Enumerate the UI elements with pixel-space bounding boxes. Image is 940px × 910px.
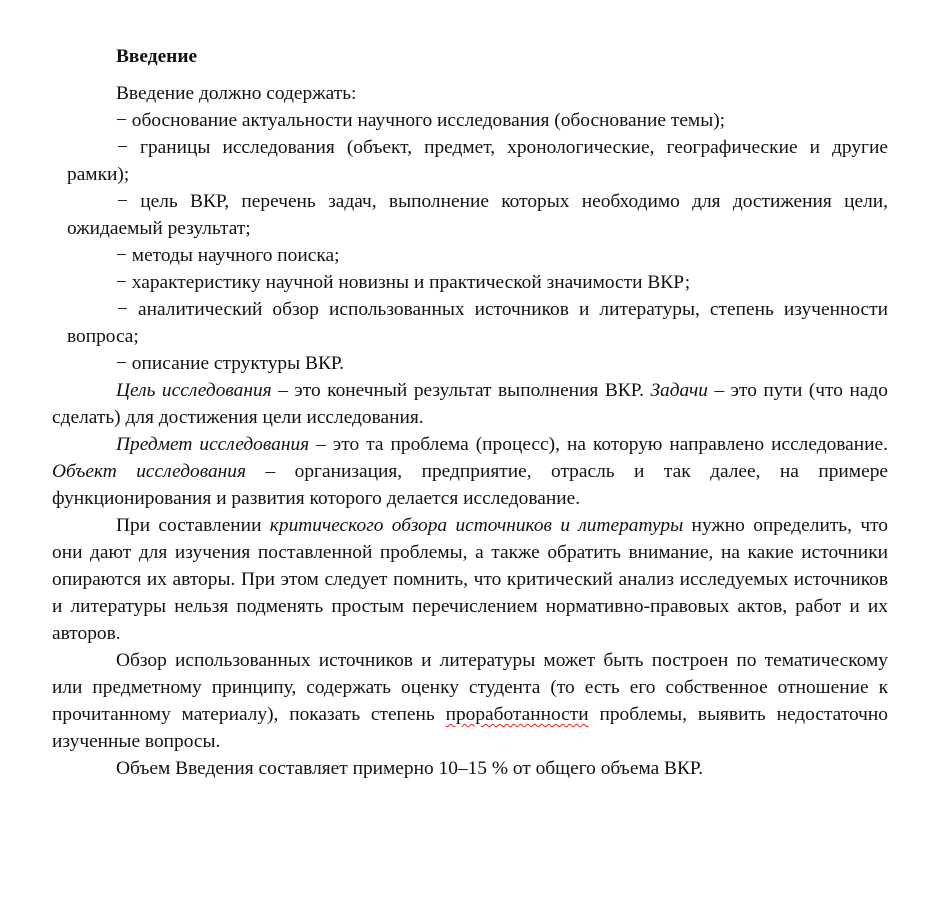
subject-paragraph: Предмет исследования – это та проблема (процесс), на которую направлено исследование. Объект исследования – организация, предприятие, отрасль и так далее, на примере функционирования и развития которого делается исследование. bbox=[52, 434, 888, 509]
dash-bullet: − bbox=[116, 353, 127, 374]
list-item: − характеристику научной новизны и практической значимости ВКР; bbox=[116, 272, 691, 293]
review-paragraph: При составлении критического обзора источников и литературы нужно определить, что они дают для изучения поставленной проблемы, а также обратить внимание, на какие источники опираются их авторы. При этом следует помнить, что критический анализ исследуемых источников и литературы нельзя подменять простым перечислением нормативно-правовых актов, работ и их авторов. bbox=[52, 515, 889, 644]
dash-bullet: − bbox=[116, 245, 127, 266]
list-item: − цель ВКР, перечень задач, выполнение которых необходимо для достижения цели, ожидаемый результат; bbox=[67, 191, 888, 239]
term-goal: Цель исследования bbox=[116, 380, 272, 401]
list-item: − аналитический обзор использованных источников и литературы, степень изученности вопроса; bbox=[67, 299, 888, 347]
list-item: − обоснование актуальности научного исследования (обоснование темы); bbox=[116, 110, 726, 131]
term-critical-review: критического обзора источников и литературы bbox=[269, 515, 684, 536]
dash-bullet: − bbox=[117, 191, 128, 212]
goal-paragraph: Цель исследования – это конечный результат выполнения ВКР. Задачи – это пути (что надо сделать) для достижения цели исследования. bbox=[52, 380, 888, 428]
list-item: − границы исследования (объект, предмет, хронологические, географические и другие рамки); bbox=[67, 137, 888, 185]
spellcheck-flagged-word[interactable]: проработанности bbox=[445, 704, 589, 725]
list-item: − методы научного поиска; bbox=[116, 245, 340, 266]
term-object: Объект исследования bbox=[52, 461, 247, 482]
dash-bullet: − bbox=[116, 110, 127, 131]
requirements-list bbox=[52, 107, 888, 377]
volume-paragraph: Объем Введения составляет примерно 10–15 % от общего объема ВКР. bbox=[116, 758, 704, 779]
overview-paragraph: Обзор использованных источников и литературы может быть построен по тематическому или предметному принципу, содержать оценку студента (то есть его собственное отношение к прочитанному материалу), показать степень проработанности проблемы, выявить недостаточно изученные вопросы. bbox=[52, 650, 888, 752]
intro-paragraph: Введение должно содержать: bbox=[116, 83, 357, 104]
term-tasks: Задачи bbox=[650, 380, 708, 401]
section-heading: Введение bbox=[116, 46, 198, 67]
dash-bullet: − bbox=[116, 272, 127, 293]
term-subject: Предмет исследования bbox=[116, 434, 310, 455]
dash-bullet: − bbox=[117, 299, 128, 320]
list-item: − описание структуры ВКР. bbox=[116, 353, 345, 374]
dash-bullet: − bbox=[117, 137, 128, 158]
